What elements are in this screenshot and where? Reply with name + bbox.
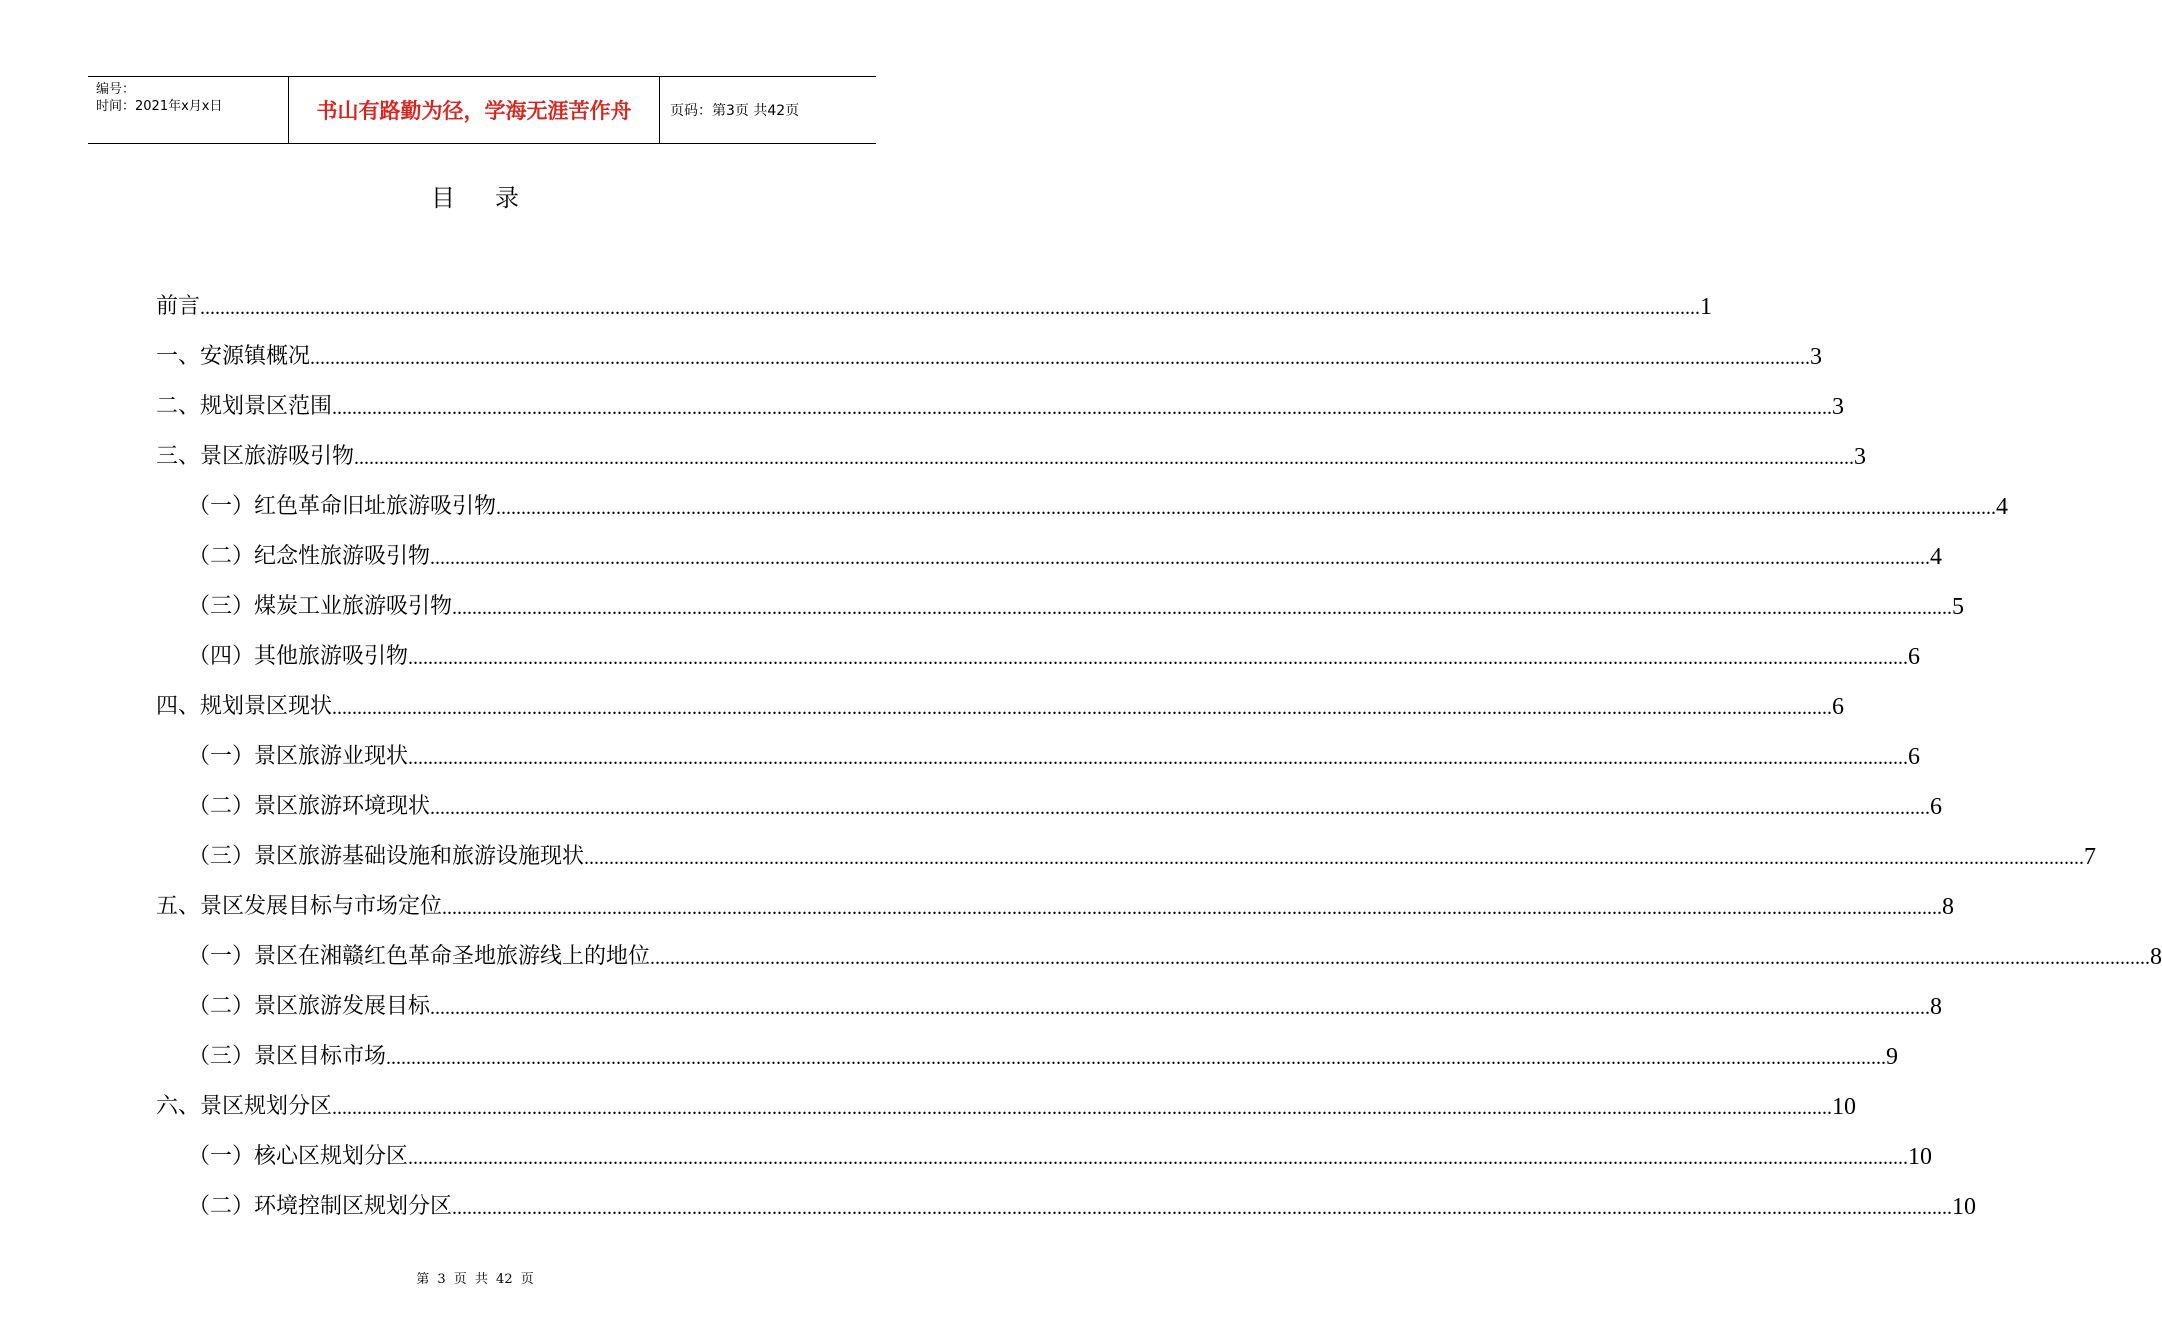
toc-leader-dots: ............................................................................................................................................................................................................................................................................................................: [332, 1097, 1833, 1119]
toc-leader-dots: ............................................................................................................................................................................................................................................................................................................: [496, 497, 1997, 519]
toc-entry[interactable]: [156, 1172, 1977, 1222]
toc-leader-dots: ............................................................................................................................................................................................................................................................................................................: [408, 1147, 1909, 1169]
toc-entry-page: 5: [1952, 594, 1965, 620]
header-number: 编号：: [96, 82, 136, 97]
toc-entry-page: 6: [1908, 644, 1921, 670]
toc-entry-page: 3: [1832, 394, 1845, 420]
toc-leader-dots: ............................................................................................................................................................................................................................................................................................................: [650, 947, 2151, 969]
toc-entry-label: （三）景区旅游基础设施和旅游设施现状: [188, 844, 585, 869]
toc-leader-dots: ............................................................................................................................................................................................................................................................................................................: [332, 697, 1833, 719]
toc-entry[interactable]: [156, 722, 1921, 772]
toc-entry[interactable]: [156, 472, 2009, 522]
toc-entry-label: （三）煤炭工业旅游吸引物: [188, 594, 453, 619]
toc-entry-label: 二、规划景区范围: [156, 394, 333, 419]
toc-entry[interactable]: [156, 422, 1867, 472]
toc-entry-page: 7: [2084, 844, 2097, 870]
toc-leader-dots: ............................................................................................................................................................................................................................................................................................................: [430, 997, 1931, 1019]
toc-leader-dots: ............................................................................................................................................................................................................................................................................................................: [408, 747, 1909, 769]
toc-leader-dots: ............................................................................................................................................................................................................................................................................................................: [430, 797, 1931, 819]
toc-leader-dots: ............................................................................................................................................................................................................................................................................................................: [452, 597, 1953, 619]
toc-entry-page: 6: [1930, 794, 1943, 820]
toc-entry-page: 10: [1952, 1194, 1977, 1220]
toc-leader-dots: ............................................................................................................................................................................................................................................................................................................: [332, 397, 1833, 419]
toc-leader-dots: ............................................................................................................................................................................................................................................................................................................: [310, 347, 1811, 369]
toc-entry[interactable]: [156, 372, 1845, 422]
toc-leader-dots: ............................................................................................................................................................................................................................................................................................................: [442, 897, 1943, 919]
toc-leader-dots: ............................................................................................................................................................................................................................................................................................................: [452, 1197, 1953, 1219]
toc-entry-page: 3: [1810, 344, 1823, 370]
page-footer: 第 3 页 共 42 页: [416, 1272, 534, 1287]
toc-entry-page: 6: [1908, 744, 1921, 770]
toc-entry-page: 8: [1930, 994, 1943, 1020]
toc-entry-page: 4: [1930, 544, 1943, 570]
toc-entry-label: 三、景区旅游吸引物: [156, 444, 355, 469]
table-of-contents: [156, 272, 2162, 1222]
toc-entry-label: 四、规划景区现状: [156, 694, 333, 719]
toc-leader-dots: ............................................................................................................................................................................................................................................................................................................: [354, 447, 1855, 469]
toc-leader-dots: ............................................................................................................................................................................................................................................................................................................: [584, 847, 2085, 869]
toc-entry-label: （三）景区目标市场: [188, 1044, 387, 1069]
toc-entry[interactable]: [156, 572, 1965, 622]
toc-entry-label: （二）环境控制区规划分区: [188, 1194, 453, 1219]
toc-entry[interactable]: [156, 522, 1943, 572]
toc-entry-label: （二）纪念性旅游吸引物: [188, 544, 431, 569]
header-page-info: 页码：第3页 共42页: [670, 103, 800, 119]
toc-entry-label: （一）景区在湘赣红色革命圣地旅游线上的地位: [188, 944, 651, 969]
toc-entry-label: （一）景区旅游业现状: [188, 744, 409, 769]
toc-leader-dots: ............................................................................................................................................................................................................................................................................................................: [408, 647, 1909, 669]
toc-entry-page: 10: [1832, 1094, 1857, 1120]
toc-entry[interactable]: [156, 1072, 1857, 1122]
toc-entry-label: （一）红色革命旧址旅游吸引物: [188, 494, 497, 519]
toc-entry-page: 6: [1832, 694, 1845, 720]
toc-entry[interactable]: [156, 822, 2097, 872]
toc-leader-dots: ............................................................................................................................................................................................................................................................................................................: [430, 547, 1931, 569]
toc-entry[interactable]: [156, 772, 1943, 822]
toc-leader-dots: ............................................................................................................................................................................................................................................................................................................: [386, 1047, 1887, 1069]
toc-entry[interactable]: [156, 672, 1845, 722]
toc-entry-label: （二）景区旅游发展目标: [188, 994, 431, 1019]
toc-entry-label: （二）景区旅游环境现状: [188, 794, 431, 819]
header-motto: 书山有路勤为径，学海无涯苦作舟: [288, 77, 660, 143]
toc-entry-page: 4: [1996, 494, 2009, 520]
toc-entry-label: 前言: [156, 294, 201, 319]
toc-entry-label: 五、景区发展目标与市场定位: [156, 894, 443, 919]
toc-entry-label: 六、景区规划分区: [156, 1094, 333, 1119]
page-header: [88, 76, 876, 144]
toc-entry[interactable]: [156, 322, 1823, 372]
toc-entry-page: 9: [1886, 1044, 1899, 1070]
header-time: 时间：2021年x月x日: [96, 99, 223, 114]
header-meta: [88, 77, 288, 143]
toc-entry-page: 8: [1942, 894, 1955, 920]
toc-entry-page: 3: [1854, 444, 1867, 470]
toc-entry[interactable]: [156, 1022, 1899, 1072]
toc-entry-page: 10: [1908, 1144, 1933, 1170]
toc-entry-label: （一）核心区规划分区: [188, 1144, 409, 1169]
page-title: 目录: [431, 184, 559, 212]
toc-entry-page: 1: [1700, 294, 1713, 320]
toc-entry[interactable]: [156, 972, 1943, 1022]
toc-entry[interactable]: [156, 922, 2162, 972]
toc-leader-dots: ............................................................................................................................................................................................................................................................................................................: [200, 297, 1701, 319]
toc-entry[interactable]: [156, 622, 1921, 672]
toc-entry-page: 8: [2150, 944, 2162, 970]
toc-entry[interactable]: [156, 1122, 1933, 1172]
toc-entry[interactable]: [156, 872, 1955, 922]
toc-entry[interactable]: [156, 272, 1713, 322]
toc-entry-label: （四）其他旅游吸引物: [188, 644, 409, 669]
toc-entry-label: 一、安源镇概况: [156, 344, 311, 369]
